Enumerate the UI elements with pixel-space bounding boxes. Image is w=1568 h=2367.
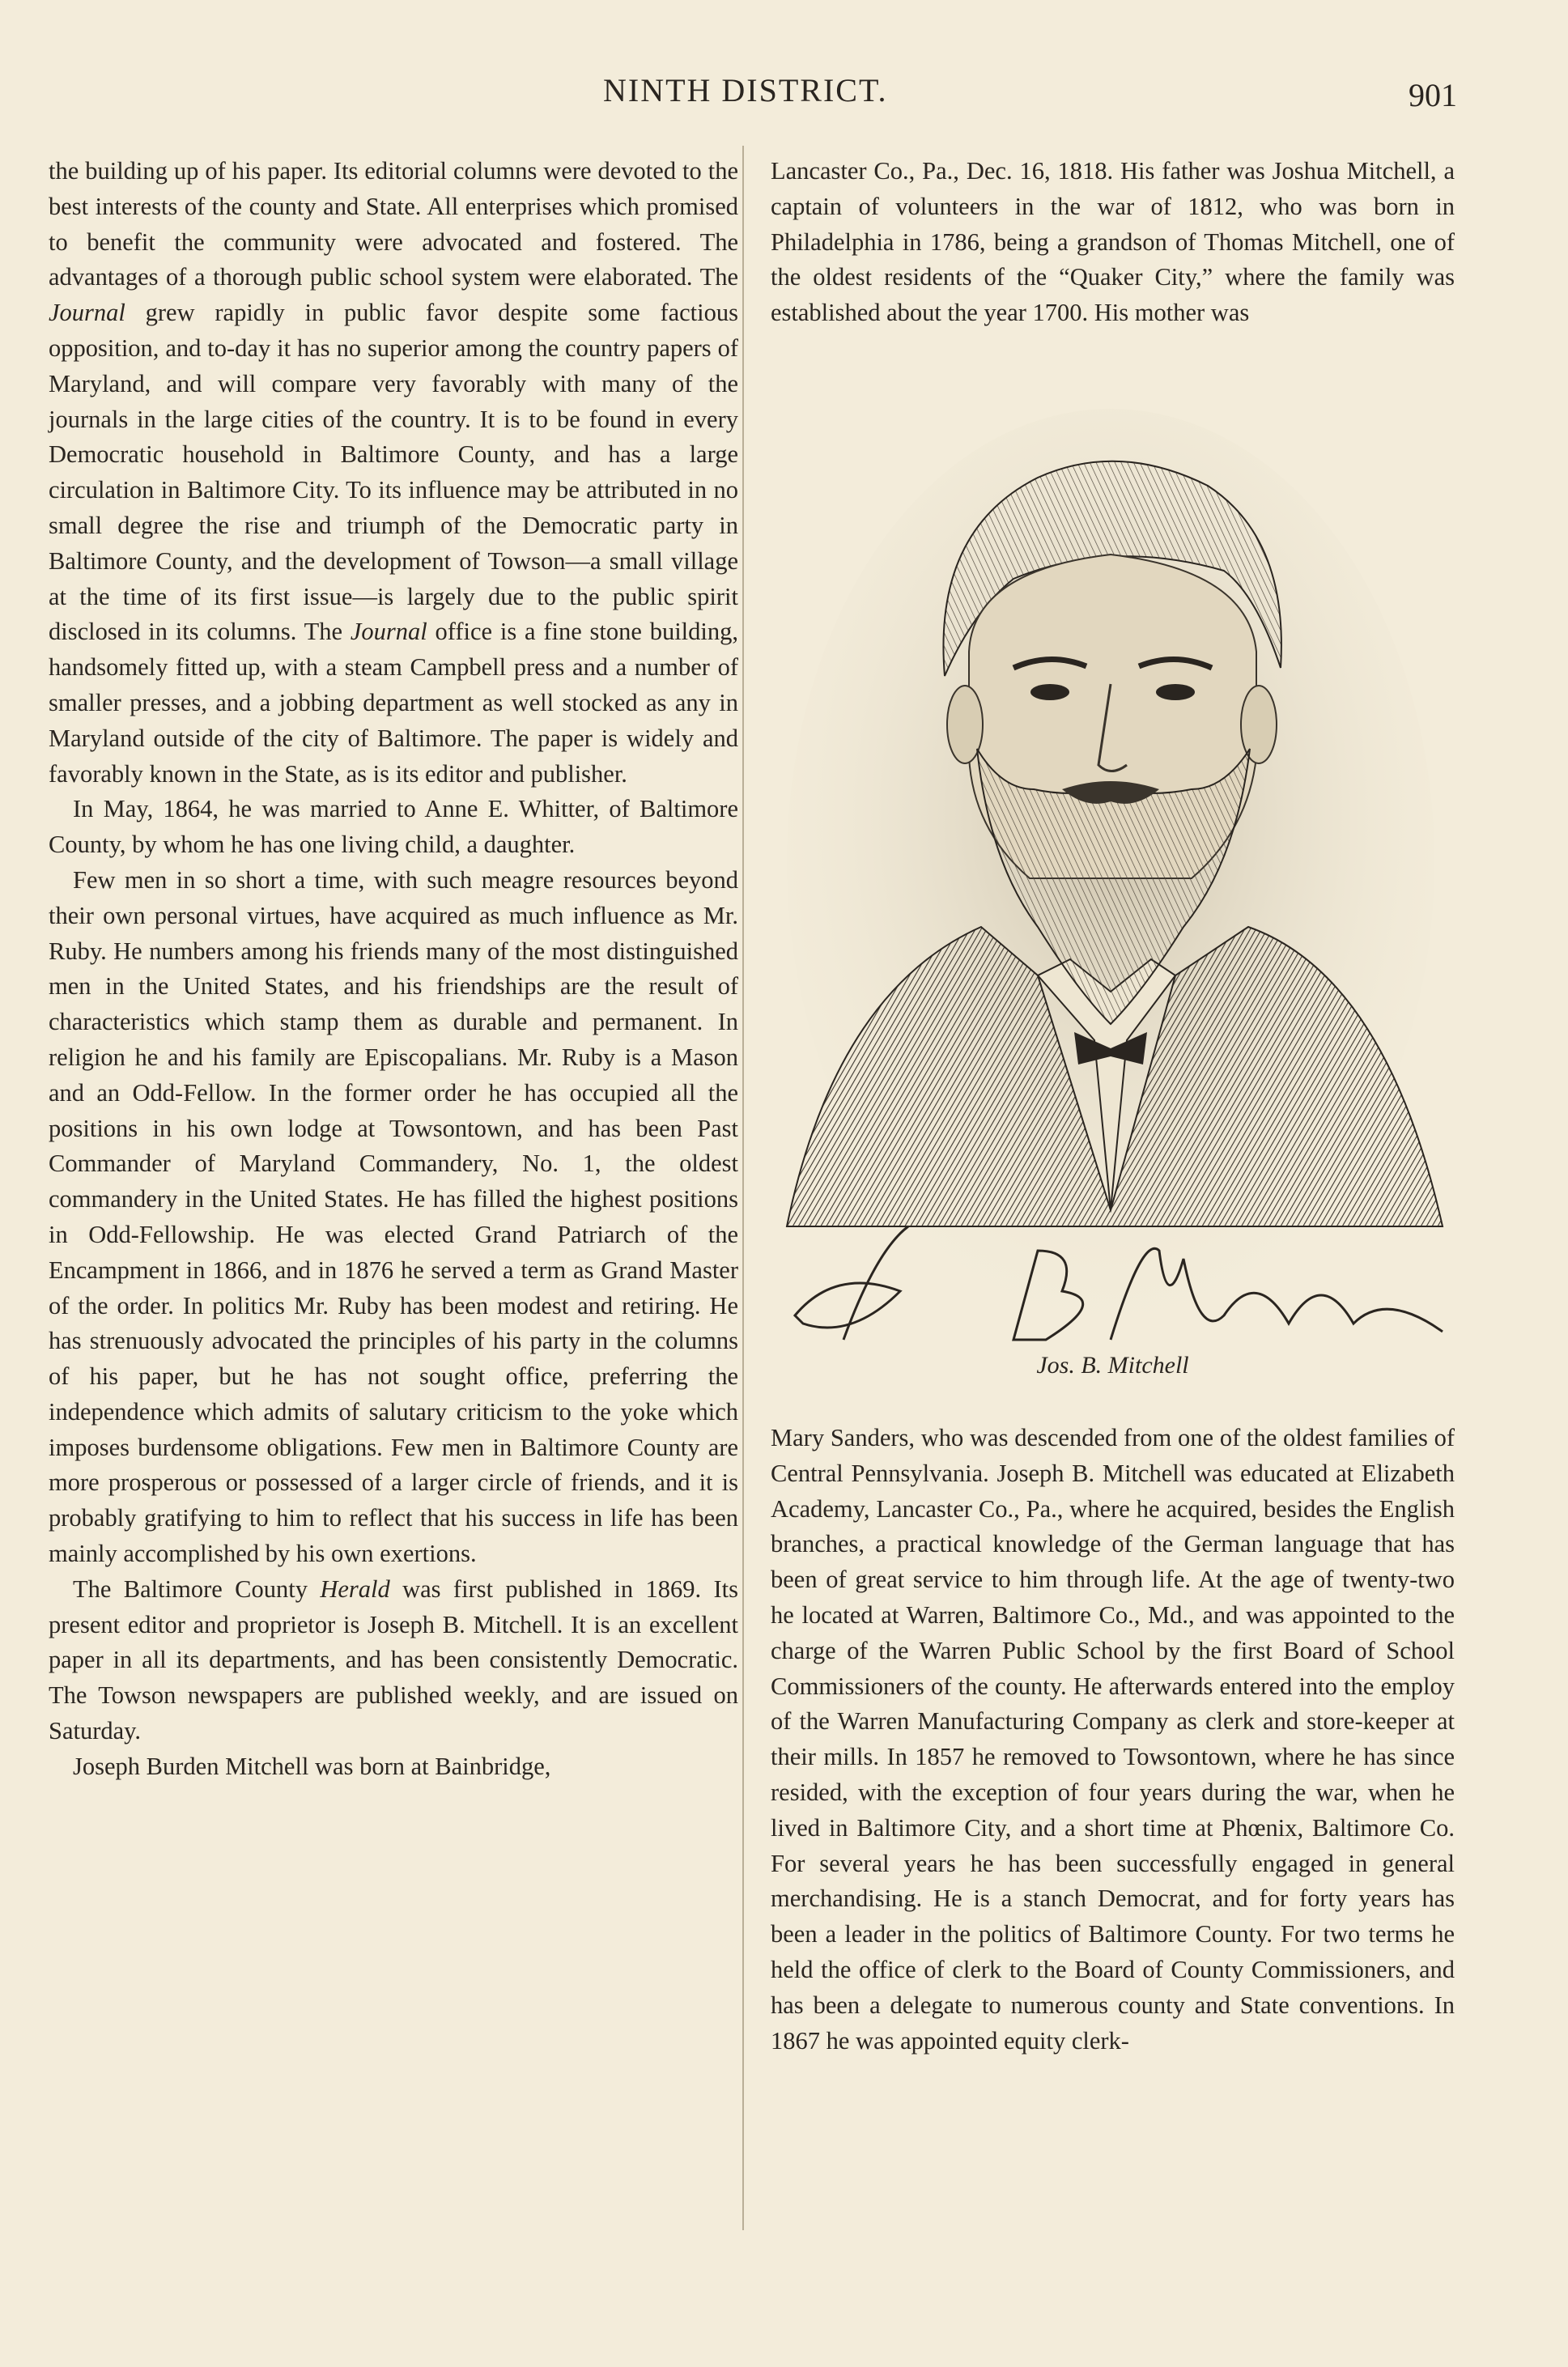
journal-title: Journal [49, 299, 125, 327]
page-number: 901 [1409, 77, 1457, 113]
left-column [49, 154, 738, 1785]
portrait-image [771, 409, 1455, 1392]
right-column-bottom [771, 1421, 1455, 2059]
right-column-top [771, 154, 1455, 331]
signature-text: Jos. B. Mitchell [1036, 1352, 1189, 1379]
running-head: NINTH DISTRICT. [603, 72, 888, 108]
herald-title: Herald [320, 1574, 390, 1603]
paragraph-journal: the building up of his paper. Its editorial columns were devoted to the best interests of the county and State. All enterprises which promised to benefit the community were advocated and fostered. The advantages of a thorough public school system were elaborated. The Journal grew rapidly in public favor despite some factious opposition, and to-day it has no superior among the country papers of Maryland, and will compare very favorably with many of the journals in the large cities of the country. It is to be found in every Democratic household in Baltimore County, and has a large circulation in Baltimore City. To its influence may be attributed in no small degree the rise and triumph of the Democratic party in Baltimore County, and the development of Towson—a small village at the time of its first issue—is largely due to the public spirit disclosed in its columns. The Journal office is a fine stone building, handsomely fitted up, with a steam Campbell press and a number of smaller presses, and a jobbing department as well stocked as any in Maryland outside of the city of Baltimore. The paper is widely and favorably known in the State, as is its editor and publisher. [49, 157, 738, 788]
portrait-engraving [771, 409, 1455, 1392]
paragraph-herald: The Baltimore County Herald was first published in 1869. Its present editor and proprietor is Joseph B. Mitchell. It is an excellent paper in all its departments, and has been consistently Democratic. The Towson newspapers are published weekly, and are issued on Saturday. [49, 1574, 738, 1745]
paragraph-mitchell-family: Lancaster Co., Pa., Dec. 16, 1818. His father was Joshua Mitchell, a captain of volunteers in the war of 1812, who was born in Philadelphia in 1786, being a grandson of Thomas Mitchell, one of the oldest residents of the “Quaker City,” where the family was established about the year 1700. His mother was [771, 157, 1455, 327]
paragraph-influence: Few men in so short a time, with such meagre resources beyond their own personal virtues, have acquired as much influence as Mr. Ruby. He numbers among his friends many of the most distinguished men in the United States, and his friendships are the result of characteristics which stamp them as durable and permanent. In religion he and his family are Episcopalians. Mr. Ruby is a Mason and an Odd-Fellow. In the former order he has occupied all the positions in his own lodge at Towsontown, and has been Past Commander of Maryland Commandery, No. 1, the oldest commandery in the United States. He has filled the highest positions in Odd-Fellowship. He was elected Grand Patriarch of the Encampment in 1866, and in 1876 he served a term as Grand Master of the order. In politics Mr. Ruby has been modest and retiring. He has strenuously advocated the principles of his party in the columns of his paper, but he has not sought office, preferring the independence which admits of salutary criticism to the yoke which imposes burdensome obligations. Few men in Baltimore County are more prosperous or possessed of a larger circle of friends, and it is probably gratifying to him to reflect that his success in life has been mainly accomplished by his own exertions. [49, 865, 738, 1568]
paragraph-mitchell-career: Mary Sanders, who was descended from one of the oldest families of Central Pennsylvania. Joseph B. Mitchell was educated at Elizabeth Academy, Lancaster Co., Pa., where he acquired, besides the English branches, a practical knowledge of the German language that has been of great service to him through life. At the age of twenty-two he located at Warren, Baltimore Co., Md., and was appointed to the charge of the Warren Public School by the first Board of School Commissioners of the county. He afterwards entered into the employ of the Warren Manufacturing Company as clerk and store-keeper at their mills. In 1857 he removed to Towsontown, where he has since resided, with the exception of four years during the war, when he lived in Baltimore City, and a short time at Phœnix, Baltimore Co. For several years he has been successfully engaged in general merchandising. He is a stanch Democrat, and for forty years has been a leader in the politics of Baltimore County. For two terms he held the office of clerk to the Board of County Commissioners, and has been a delegate to numerous county and State conventions. In 1867 he was appointed equity clerk- [771, 1424, 1455, 2055]
paragraph-mitchell-birth: Joseph Burden Mitchell was born at Bainbridge, [73, 1752, 551, 1780]
paragraph-marriage: In May, 1864, he was married to Anne E. Whitter, of Baltimore County, by whom he has one living child, a daughter. [49, 795, 738, 859]
journal-title-2: Journal [350, 618, 427, 646]
column-divider [742, 146, 744, 2230]
page-header [0, 71, 1568, 128]
